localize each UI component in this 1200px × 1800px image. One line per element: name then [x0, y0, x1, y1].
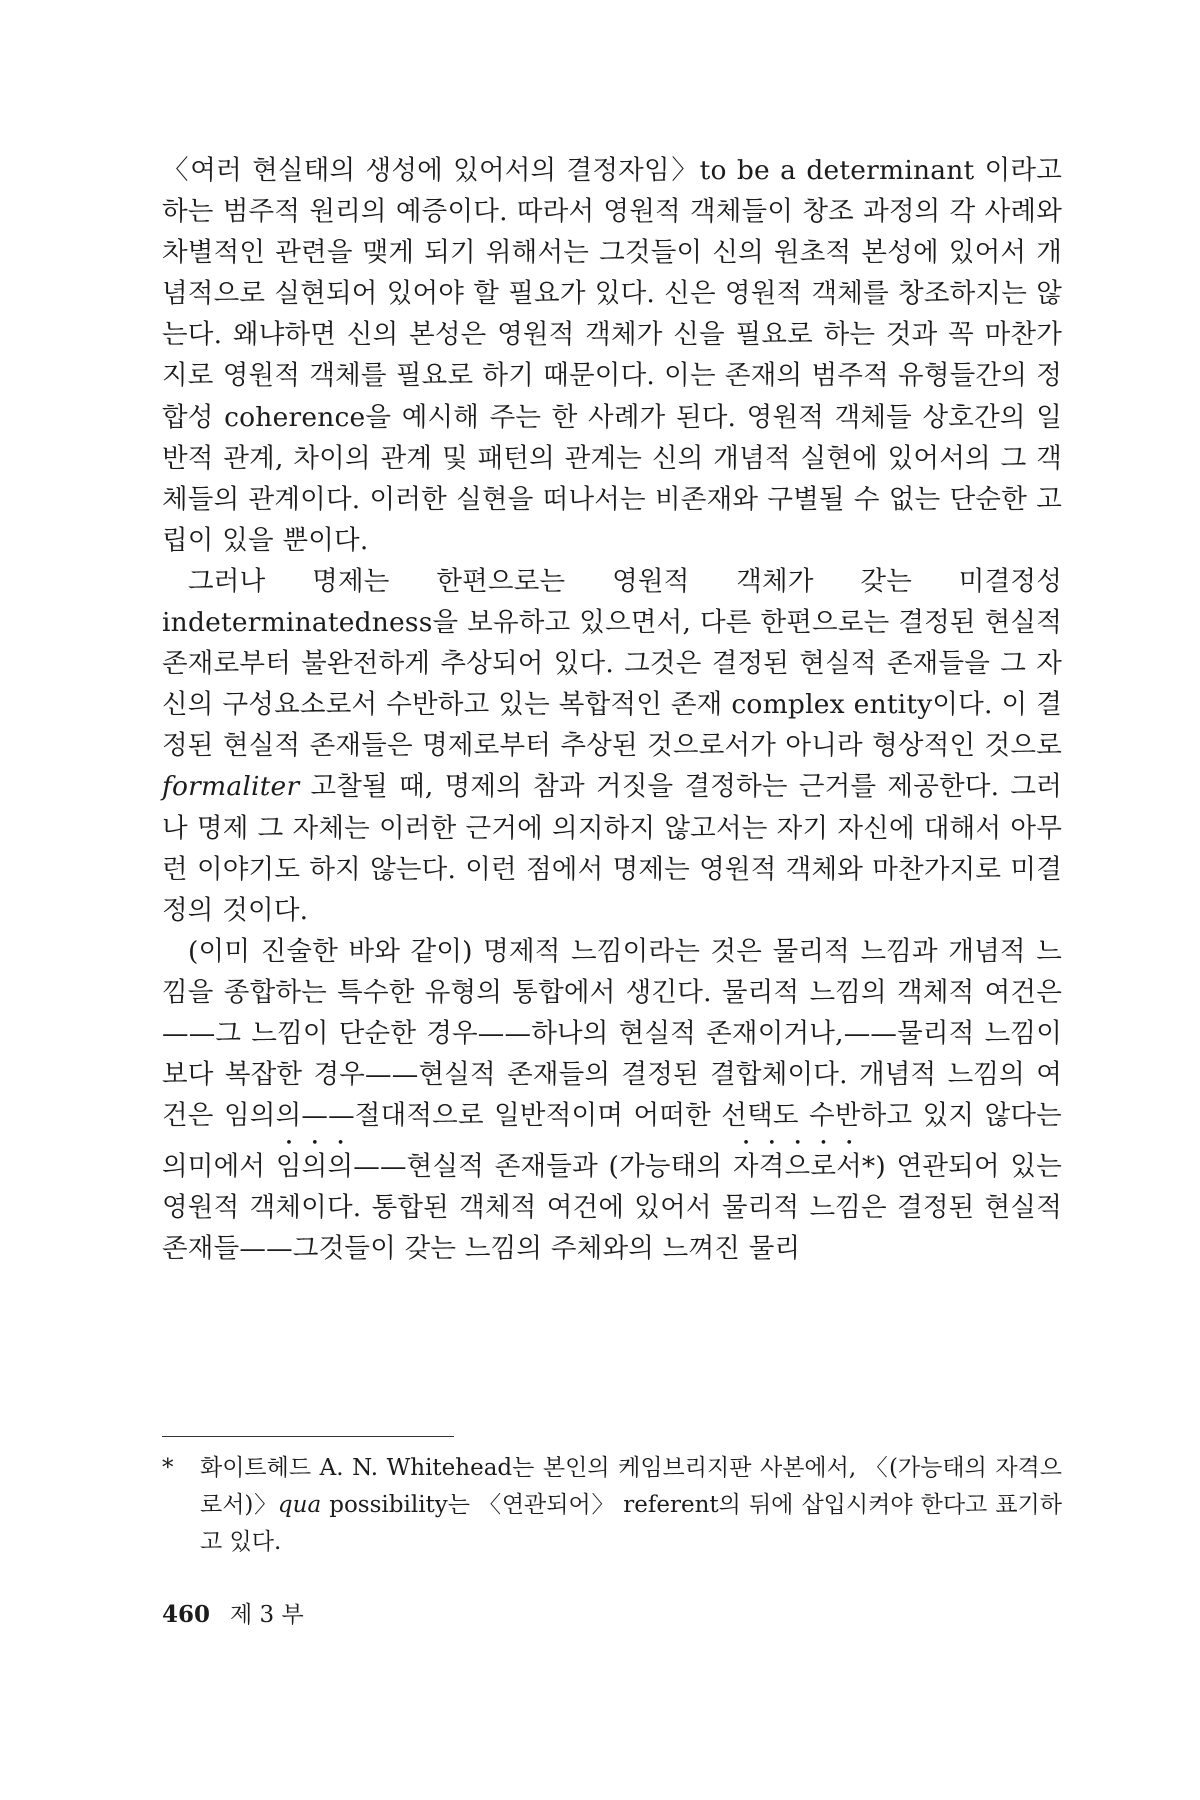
emphasized-term-as-possibility: 자격으로서 [732, 1151, 862, 1183]
footnote-divider [162, 1436, 454, 1437]
part-label: 제 3 부 [230, 1602, 304, 1628]
paragraph-2 [162, 561, 1062, 931]
italic-term-qua: qua [277, 1492, 322, 1518]
footnote-mark: * [162, 1455, 174, 1481]
paragraph-3 [162, 931, 1062, 1270]
emphasized-term-arbitrary: 임의의 [275, 1151, 354, 1183]
paragraph-3-text-a: (이미 진술한 바와 같이) 명제적 느낌이라는 것은 물리적 느낌과 개념적 느낌을 종합하는 특수한 유형의 통합에서 생긴다. 물리적 느낌의 객체적 여건은——그 느낌이 단순한 경우——하나의 현실적 존재이거나,——물리적 느낌이 보다 복잡한 경우——현실적 존재들의 결정된 결합체이다. 개념적 느낌의 여건은 임의의——절대적으로 일반적이며 어떠한 선택도 수반하고 있지 않다는 의미에서 [162, 935, 1062, 1183]
footnote-text-a: 화이트헤드 A. N. Whitehead는 본인의 케임브리지판 사본에서, 〈(가능태의 자격으로서)〉 [200, 1455, 1062, 1518]
paragraph-2-text-b: 고찰될 때, 명제의 참과 거짓을 결정하는 근거를 제공한다. 그러나 명제 그 자체는 이러한 근거에 의지하지 않고서는 자기 자신에 대해서 아무런 이야기도 하지 않는다. 이런 점에서 명제는 영원적 객체와 마찬가지로 미결정의 것이다. [162, 771, 1062, 926]
italic-term-formaliter: formaliter [162, 771, 300, 803]
page-number: 460 [162, 1601, 211, 1628]
footnote-body [200, 1450, 1062, 1561]
footnote [162, 1450, 1062, 1561]
page-footer [162, 1596, 304, 1629]
body-text [162, 150, 1062, 1270]
paragraph-3-text-b: ——현실적 존재들과 (가능태의 [353, 1151, 733, 1183]
paragraph-2-text-a: 그러나 명제는 한편으로는 영원적 객체가 갖는 미결정성 indeterminatedness을 보유하고 있으면서, 다른 한편으로는 결정된 현실적 존재로부터 불완전하게 추상되어 있다. 그것은 결정된 현실적 존재들을 그 자신의 구성요소로서 수반하고 있는 복합적인 존재 complex entity이다. 이 결정된 현실적 존재들은 명제로부터 추상된 것으로서가 아니라 형상적인 것으로 [162, 565, 1062, 762]
paragraph-1: 〈여러 현실태의 생성에 있어서의 결정자임〉to be a determinant 이라고 하는 범주적 원리의 예증이다. 따라서 영원적 객체들이 창조 과정의 각 사례와 차별적인 관련을 맺게 되기 위해서는 그것들이 신의 원초적 본성에 있어서 개념적으로 실현되어 있어야 할 필요가 있다. 신은 영원적 객체를 창조하지는 않는다. 왜냐하면 신의 본성은 영원적 객체가 신을 필요로 하는 것과 꼭 마찬가지로 영원적 객체를 필요로 하기 때문이다. 이는 존재의 범주적 유형들간의 정합성 coherence을 예시해 주는 한 사례가 된다. 영원적 객체들 상호간의 일반적 관계, 차이의 관계 및 패턴의 관계는 신의 개념적 실현에 있어서의 그 객체들의 관계이다. 이러한 실현을 떠나서는 비존재와 구별될 수 없는 단순한 고립이 있을 뿐이다. [162, 155, 1062, 556]
paragraph-3-text-c: *) 연관되어 있는 영원적 객체이다. 통합된 객체적 여건에 있어서 물리적 느낌은 결정된 현실적 존재들——그것들이 갖는 느낌의 주체와의 느껴진 물리 [162, 1151, 1062, 1265]
footnote-text-b: possibility는 〈연관되어〉 referent의 뒤에 삽입시켜야 한다고 표기하고 있다. [200, 1492, 1062, 1555]
